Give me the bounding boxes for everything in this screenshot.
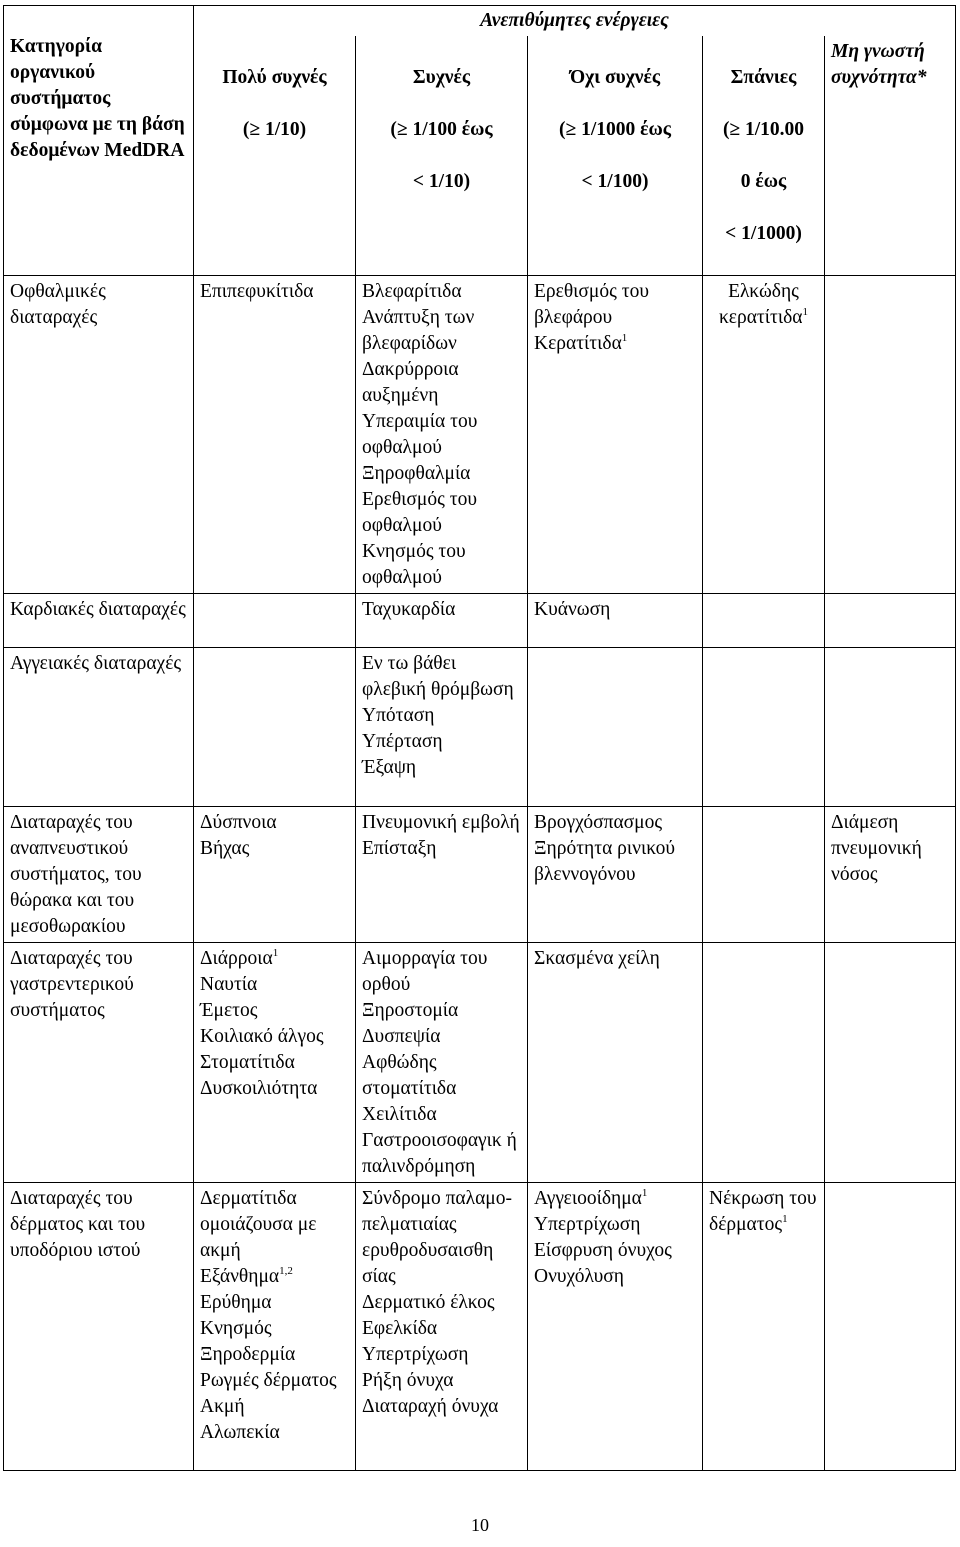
reaction-item	[534, 946, 696, 972]
reaction-item	[709, 1186, 818, 1238]
header-rare	[703, 36, 825, 276]
reaction-item	[362, 461, 521, 487]
reaction-item	[200, 1076, 349, 1102]
reaction-text: Αλωπεκία	[200, 1421, 280, 1443]
reaction-cell-rare	[703, 593, 825, 647]
reaction-item	[534, 1264, 696, 1290]
reaction-item	[200, 1050, 349, 1076]
table-row	[4, 1182, 956, 1470]
header-line: (≥ 1/10.00	[722, 118, 805, 140]
header-line: < 1/100)	[581, 170, 649, 192]
reaction-item	[200, 1368, 349, 1394]
table-row	[4, 647, 956, 806]
soc-cell: Οφθαλμικές διαταραχές	[4, 275, 194, 593]
reaction-text: Υπόταση	[362, 704, 435, 726]
reaction-cell-uncommon	[528, 647, 703, 806]
reaction-text: Δερματικό έλκος	[362, 1291, 495, 1313]
reaction-text: Ξηρότητα ρινικού βλεννογόνου	[534, 837, 676, 885]
reaction-cell-rare	[703, 647, 825, 806]
footnote-marker: 1	[641, 1186, 648, 1199]
reaction-text: Ερεθισμός του βλεφάρου	[534, 280, 649, 328]
reaction-text: Ακμή	[200, 1395, 245, 1417]
reaction-item	[362, 487, 521, 539]
reaction-item	[200, 279, 349, 305]
reaction-text: Ναυτία	[200, 973, 258, 995]
header-line: Όχι συχνές	[569, 66, 661, 88]
reaction-item	[362, 539, 521, 591]
reaction-text: Υπεραιμία του οφθαλμού	[362, 410, 478, 458]
reaction-cell-very-common	[194, 647, 356, 806]
reaction-text: Δυσκοιλιότητα	[200, 1077, 318, 1099]
reaction-item	[534, 331, 696, 357]
reaction-text: Δακρύρροια αυξημένη	[362, 358, 459, 406]
header-line: < 1/1000)	[725, 222, 802, 244]
reaction-cell-very-common	[194, 942, 356, 1182]
reaction-item	[534, 1238, 696, 1264]
reaction-text: Βλεφαρίτιδα	[362, 280, 462, 302]
reaction-cell-very-common	[194, 275, 356, 593]
reaction-text: Ελκώδης κερατίτιδα	[718, 280, 803, 328]
reaction-item	[362, 946, 521, 998]
reaction-item	[200, 946, 349, 972]
reaction-cell-common	[356, 275, 528, 593]
reaction-text: Είσφρυση όνυχος	[534, 1239, 672, 1261]
reaction-item	[200, 1420, 349, 1446]
reaction-text: Αφθώδης στοματίτιδα	[362, 1051, 457, 1099]
reaction-cell-common	[356, 1182, 528, 1470]
reaction-cell-uncommon	[528, 1182, 703, 1470]
reaction-text: Εφελκίδα	[362, 1317, 438, 1339]
reaction-item	[362, 1024, 521, 1050]
reaction-text: Σύνδρομο παλαμο-πελματιαίας ερυθροδυσαισθη σίας	[362, 1187, 513, 1287]
header-uncommon	[528, 36, 703, 276]
reaction-item	[200, 1394, 349, 1420]
header-line: < 1/10)	[412, 170, 471, 192]
footnote-marker: 1	[621, 331, 628, 344]
reaction-text: Έξαψη	[362, 756, 417, 778]
footnote-marker: 1	[802, 305, 809, 318]
reaction-cell-unknown	[825, 1182, 956, 1470]
reaction-item	[200, 1186, 349, 1264]
reaction-text: Διάρροια	[200, 947, 273, 969]
reaction-item	[362, 1102, 521, 1128]
reaction-text: Υπερτρίχωση	[362, 1343, 469, 1365]
reaction-item	[200, 1342, 349, 1368]
reaction-cell-very-common	[194, 806, 356, 942]
reaction-item	[362, 998, 521, 1024]
reaction-item	[362, 1342, 521, 1368]
reaction-text: Επιπεφυκίτιδα	[200, 280, 314, 302]
reaction-text: Υπερτρίχωση	[534, 1213, 641, 1235]
reaction-item	[362, 1394, 521, 1420]
reaction-item	[200, 1316, 349, 1342]
reaction-cell-unknown	[825, 647, 956, 806]
header-line: 0 έως	[740, 170, 787, 192]
reaction-item	[362, 1290, 521, 1316]
reaction-item	[362, 836, 521, 862]
reaction-item	[200, 810, 349, 836]
reaction-cell-uncommon	[528, 942, 703, 1182]
soc-cell: Διαταραχές του αναπνευστικού συστήματος, του θώρακα και του μεσοθωρακίου	[4, 806, 194, 942]
reaction-item	[200, 836, 349, 862]
reaction-cell-rare	[703, 942, 825, 1182]
reaction-text: Κερατίτιδα	[534, 332, 622, 354]
reaction-cell-uncommon	[528, 806, 703, 942]
reaction-text: Πνευμονική εμβολή	[362, 811, 520, 833]
reaction-text: Ρωγμές δέρματος	[200, 1369, 337, 1391]
reaction-text: Ανάπτυξη των βλεφαρίδων	[362, 306, 475, 354]
reaction-item	[362, 305, 521, 357]
reaction-text: Επίσταξη	[362, 837, 437, 859]
header-common	[356, 36, 528, 276]
reaction-text: Κνησμός	[200, 1317, 272, 1339]
reaction-cell-very-common	[194, 1182, 356, 1470]
reaction-text: Αγγειοοίδημα	[534, 1187, 642, 1209]
reaction-text: Διάμεση πνευμονική νόσος	[831, 811, 922, 885]
reaction-item	[362, 1128, 521, 1180]
reaction-item	[200, 972, 349, 998]
reaction-item	[200, 1024, 349, 1050]
soc-cell: Διαταραχές του γαστρεντερικού συστήματος	[4, 942, 194, 1182]
reaction-cell-common	[356, 593, 528, 647]
header-very-common	[194, 36, 356, 276]
header-line: Συχνές	[412, 66, 471, 88]
reaction-text: Έμετος	[200, 999, 258, 1021]
reaction-text: Ξηροδερμία	[200, 1343, 296, 1365]
reaction-item	[362, 409, 521, 461]
reaction-text: Ρήξη όνυχα	[362, 1369, 454, 1391]
reaction-text: Ερεθισμός του οφθαλμού	[362, 488, 477, 536]
table-row	[4, 806, 956, 942]
reaction-item	[362, 1050, 521, 1102]
reaction-item	[362, 703, 521, 729]
reaction-cell-very-common	[194, 593, 356, 647]
reaction-text: Ερύθημα	[200, 1291, 272, 1313]
reaction-text: Δύσπνοια	[200, 811, 277, 833]
table-body	[4, 275, 956, 1470]
reaction-item	[534, 597, 696, 623]
reaction-item	[362, 1186, 521, 1290]
header-line: (≥ 1/1000 έως	[559, 118, 671, 140]
reaction-text: Ονυχόλυση	[534, 1265, 624, 1287]
header-line: (≥ 1/100 έως	[390, 118, 493, 140]
soc-cell: Διαταραχές του δέρματος και του υποδόριου ιστού	[4, 1182, 194, 1470]
reaction-text: Δερματίτιδα ομοιάζουσα με ακμή	[200, 1187, 317, 1261]
footnote-marker: 1	[782, 1212, 788, 1225]
reaction-cell-common	[356, 806, 528, 942]
reaction-cell-uncommon	[528, 275, 703, 593]
reaction-cell-rare	[703, 275, 825, 593]
reaction-cell-rare	[703, 806, 825, 942]
reaction-item	[362, 810, 521, 836]
reaction-item	[362, 1368, 521, 1394]
header-group: Ανεπιθύμητες ενέργειες	[194, 6, 956, 36]
header-unknown: Μη γνωστή συχνότητα*	[825, 36, 956, 276]
reaction-item	[200, 1264, 349, 1290]
reaction-cell-unknown	[825, 275, 956, 593]
reaction-text: Κυάνωση	[534, 598, 611, 620]
table-row	[4, 593, 956, 647]
reaction-text: Κνησμός του οφθαλμού	[362, 540, 466, 588]
soc-cell: Αγγειακές διαταραχές	[4, 647, 194, 806]
reaction-cell-unknown	[825, 806, 956, 942]
reaction-text: Νέκρωση του δέρματος	[709, 1187, 817, 1235]
reaction-cell-common	[356, 942, 528, 1182]
table-row	[4, 275, 956, 593]
reaction-item	[200, 1290, 349, 1316]
reaction-item	[362, 651, 521, 703]
reaction-text: Στοματίτιδα	[200, 1051, 295, 1073]
reaction-item	[534, 279, 696, 331]
table-row	[4, 942, 956, 1182]
reaction-cell-unknown	[825, 593, 956, 647]
reaction-text: Σκασμένα χείλη	[534, 947, 660, 969]
header-soc: Κατηγορία οργανικού συστήματος σύμφωνα με τη βάση δεδομένων MedDRA	[4, 6, 194, 276]
reaction-text: Εν τω βάθει φλεβική θρόμβωση	[362, 652, 514, 700]
reaction-item	[362, 755, 521, 781]
reaction-text: Αιμορραγία του ορθού	[362, 947, 488, 995]
reaction-text: Χειλίτιδα	[362, 1103, 437, 1125]
reaction-text: Διαταραχή όνυχα	[362, 1395, 499, 1417]
reaction-item	[362, 279, 521, 305]
reaction-text: Κοιλιακό άλγος	[200, 1025, 324, 1047]
reaction-item	[362, 597, 521, 623]
reaction-text: Βρογχόσπασμος	[534, 811, 663, 833]
header-line: Σπάνιες	[730, 66, 797, 88]
page-number: 10	[471, 1515, 489, 1535]
reaction-item	[362, 357, 521, 409]
soc-cell: Καρδιακές διαταραχές	[4, 593, 194, 647]
reaction-cell-common	[356, 647, 528, 806]
reaction-text: Ταχυκαρδία	[362, 598, 456, 620]
reaction-text: Υπέρταση	[362, 730, 443, 752]
reaction-item	[831, 810, 949, 888]
reaction-cell-rare	[703, 1182, 825, 1470]
header-line: (≥ 1/10)	[242, 118, 307, 140]
reaction-cell-uncommon	[528, 593, 703, 647]
reaction-item	[200, 998, 349, 1024]
reaction-item	[534, 810, 696, 836]
reaction-text: Γαστροοισοφαγικ ή παλινδρόμηση	[362, 1129, 517, 1177]
reaction-cell-unknown	[825, 942, 956, 1182]
reaction-text: Εξάνθημα	[200, 1265, 280, 1287]
footnote-marker: 1,2	[279, 1264, 293, 1277]
reaction-item	[709, 279, 818, 331]
reaction-text: Ξηροστομία	[362, 999, 459, 1021]
reaction-text: Βήχας	[200, 837, 250, 859]
reaction-item	[362, 1316, 521, 1342]
adverse-reactions-table	[3, 5, 956, 1471]
header-line: Πολύ συχνές	[222, 66, 327, 88]
reaction-text: Ξηροφθαλμία	[362, 462, 471, 484]
reaction-item	[534, 1186, 696, 1212]
reaction-item	[362, 729, 521, 755]
footnote-marker: 1	[272, 946, 279, 959]
reaction-item	[534, 836, 696, 888]
reaction-text: Δυσπεψία	[362, 1025, 441, 1047]
reaction-item	[534, 1212, 696, 1238]
